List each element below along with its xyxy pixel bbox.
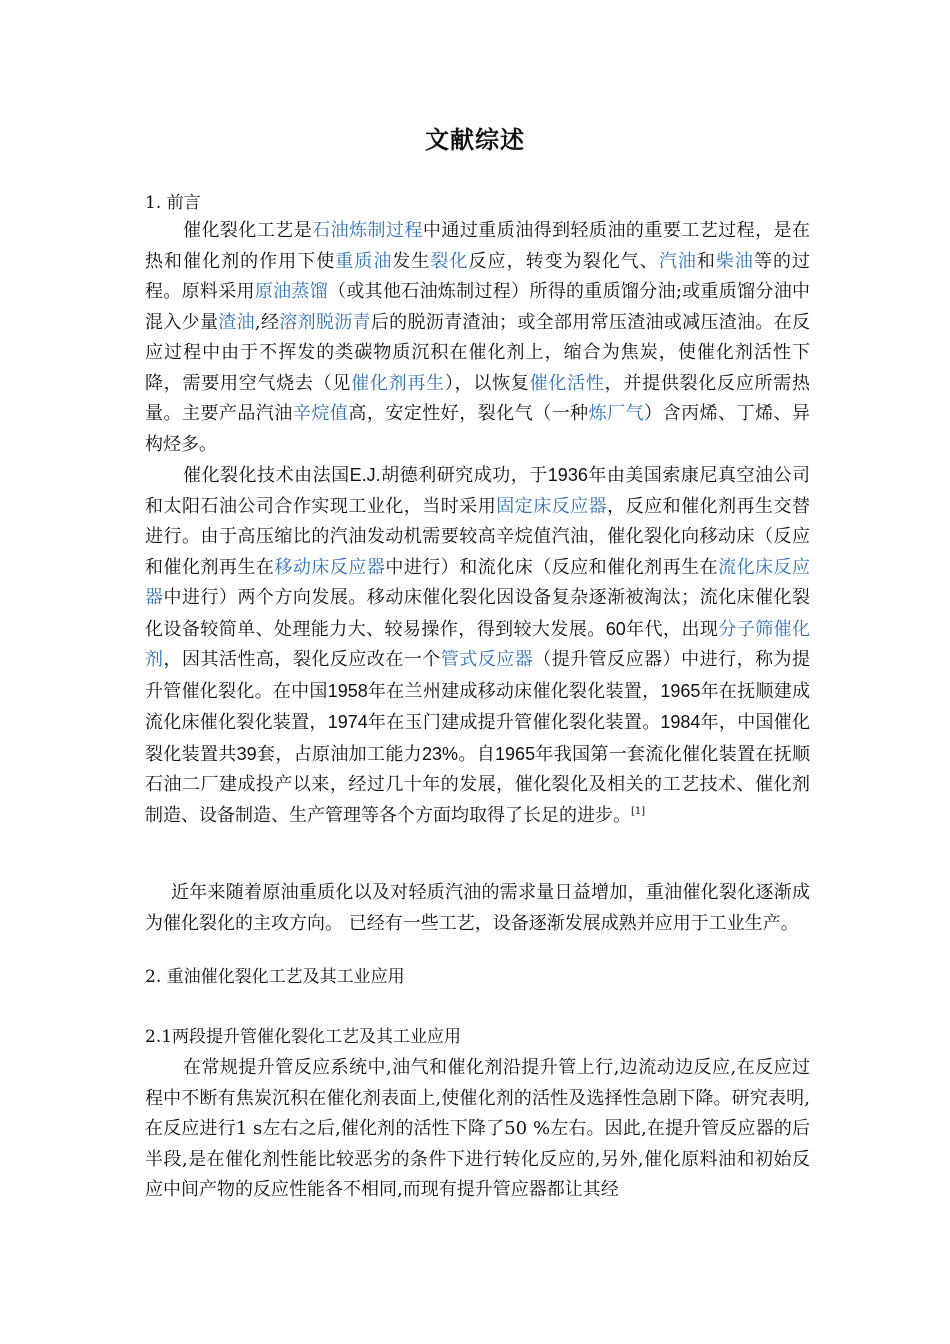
text-run: 和 [696,250,716,272]
text-run: 年在玉门建成提升管催化裂化装置。 [367,712,661,733]
citation-ref: [1] [631,805,646,817]
document-title: 文献综述 [425,126,525,154]
text-run: 1974 [327,712,368,732]
text-run: 1936 [547,465,588,485]
section-heading-2: 2. 重油催化裂化工艺及其工业应用 [145,967,405,987]
term-link[interactable]: 重质油 [335,250,393,272]
text-run: 1965 [495,743,536,764]
term-link[interactable]: 裂化 [430,250,469,272]
text-run: （或其他石油炼制过程）所得的重质馏分油;或重质馏分油中混入少量 [145,281,811,333]
text-run: 年在兰州建成移动床催化裂化装置， [367,680,661,702]
term-link[interactable]: 石油炼制过程 [312,220,423,241]
term-link[interactable]: 催化剂再生 [351,372,445,394]
text-run: 1965 [660,680,701,701]
text-run: ）含丙烯、丁烯、异构烃多。 [145,403,811,455]
text-run: 发生 [392,250,431,272]
term-link[interactable]: 辛烷值 [292,403,349,424]
term-link[interactable]: 管式反应器 [440,649,534,670]
text-run: 胡德利研究成功，于 [380,465,548,486]
text-run: 年我国第一套流化催化装置在抚顺石油二厂建成投产以来，经过几十年的发展，催化裂化及相关的工艺技术、催化剂制造、设备制造、生产管理等各个方面均取得了长足的进步。 [145,743,811,826]
text-run: （提升管反应器）中进行，称为提升管催化裂化。在中国 [145,649,811,702]
text-run: 39 [236,743,257,764]
text-run: 等的过程。原料采用 [145,250,811,302]
text-run: ），以恢复 [444,372,530,394]
text-run: ，因其活性高，裂化反应改在一个 [163,649,441,670]
text-run: 年代，出现 [625,618,719,640]
term-link[interactable]: 原油蒸馏 [254,281,329,302]
text-run: ,经 [254,311,280,333]
text-run: 反应，转变为裂化气、 [468,250,659,272]
text-run: E.J. [349,465,381,485]
text-run: ，并提供裂化反应所需热量。主要产品汽油 [145,372,811,424]
paragraph-2-1: 在常规提升管反应系统中,油气和催化剂沿提升管上行,边流动边反应,在反应过程中不断有焦炭沉积在催化剂表面上,使催化剂的活性及选择性急剧下降。研究表明,在反应进行1 s左右之后,催化剂的活性下降了50 %左右。因此,在提升管反应器的后半段,是在催化剂性能比较恶劣的条件下进行转化反应的,另外,催化原料油和初始反应中间产物的反应性能各不相同,而现有提升管应器都让其经 [145,1057,810,1200]
paragraph-intro-3: 近年来随着原油重质化以及对轻质汽油的需求量日益增加，重油催化裂化逐渐成为催化裂化的主攻方向。 已经有一些工艺，设备逐渐发展成熟并应用于工业生产。 [145,882,810,934]
text-run: 年由美国索康尼真空油公司和太阳石油公司合作实现工业化，当时采用 [145,465,811,517]
text-run: 催化裂化技术由法国 [183,465,350,486]
text-run: 23% [422,743,459,764]
paragraph-intro-1 [145,216,810,460]
text-run: 中通过重质油得到轻质油的重要工艺过程，是在热和催化剂的作用下使 [145,220,811,272]
text-run: 后的脱沥青渣油；或全部用常压渣油或减压渣油。在反应过程中由于不挥发的类碳物质沉积在催化剂上，缩合为焦炭，使催化剂活性下降，需要用空气烧去（见 [145,311,811,394]
text-run: 套，占原油加工能力 [256,743,422,765]
section-heading-2-1: 2.1两段提升管催化裂化工艺及其工业应用 [145,1027,462,1047]
text-run: 高，安定性好，裂化气（一种 [348,403,589,424]
text-run: 60 [605,618,626,639]
text-run: ，反应和催化剂再生交替进行。由于高压缩比的汽油发动机需要较高辛烷值汽油，催化裂化向移动床（反应和催化剂再生在 [145,495,811,578]
text-run: 。自 [458,743,496,765]
text-run: 1984 [660,712,701,732]
section-heading-intro: 1. 前言 [145,193,201,213]
text-run: 催化裂化工艺是 [183,220,313,241]
text-run: 年，中国催化裂化装置共 [145,712,811,765]
term-link[interactable]: 流化床反应器 [145,556,811,608]
term-link[interactable]: 移动床反应器 [274,556,386,578]
term-link[interactable]: 汽油 [658,250,697,272]
paragraph-intro-2 [145,460,810,831]
term-link[interactable]: 炼厂气 [588,403,645,424]
term-link[interactable]: 分子筛催化剂 [145,618,811,670]
term-link[interactable]: 渣油 [218,311,255,333]
term-link[interactable]: 固定床反应器 [496,495,608,517]
text-run: 中进行）两个方向发展。移动床催化裂化因设备复杂逐渐被淘汰；流化床催化裂化设备较简单、处理能力大、较易操作，得到较大发展。 [145,587,811,640]
text-run: 年在抚顺建成流化床催化裂化装置， [145,680,811,733]
term-link[interactable]: 溶剂脱沥青 [279,311,371,333]
text-run: 1958 [327,680,368,701]
term-link[interactable]: 催化活性 [529,372,605,394]
term-link[interactable]: 柴油 [715,250,754,272]
text-run: 中进行）和流化床（反应和催化剂再生在 [385,556,719,578]
